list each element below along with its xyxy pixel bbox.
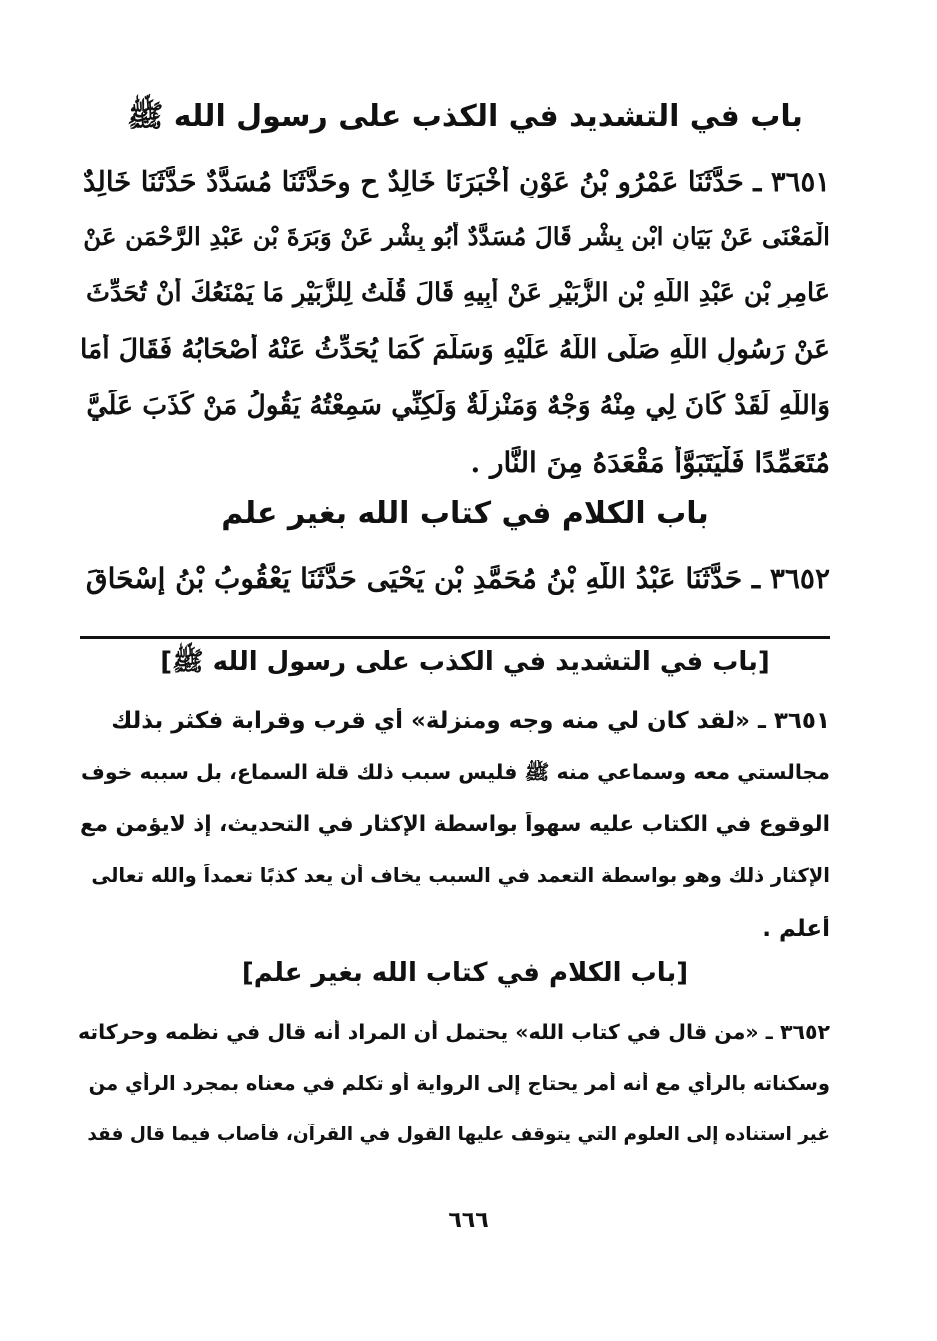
matn-line: ٣٦٥٢ ـ حَدَّثَنَا عَبْدُ اللَّهِ بْنُ مُحَمَّدِ بْنِ يَحْيَى حَدَّثَنَا يَعْقُوبُ بْنُ إِسْحَاقَ [85,562,830,595]
commentary-line: غير استناده إلى العلوم التي يتوقف عليها القول في القرآن، فأصاب فيما قال فقد [87,1124,830,1145]
page-number: ٦٦٦ [448,1208,489,1233]
commentary-line: الإكثار ذلك وهو بواسطة التعمد في السبب يخاف أن يعد كذبًا تعمداً والله تعالى [91,864,830,887]
divider-rule [80,636,830,639]
commentary-heading-1: [باب في التشديد في الكذب على رسول الله ﷺ] [160,647,770,677]
commentary-line: وسكناته بالرأي مع أنه أمر يحتاج إلى الرواية أو تكلم في معناه بمجرد الرأي من [88,1072,830,1095]
matn-heading-2: باب الكلام في كتاب الله بغير علم [221,496,709,531]
commentary-line: الوقوع في الكتاب عليه سهواً بواسطة الإكثار في التحديث، إذ لايؤمن مع [80,812,830,837]
commentary-line: ٣٦٥٢ ـ «من قال في كتاب الله» يحتمل أن المراد أنه قال في نظمه وحركاته [78,1020,830,1044]
matn-line: وَاللَّهِ لَقَدْ كَانَ لِي مِنْهُ وَجْهٌ وَمَنْزِلَةٌ وَلَكِنِّي سَمِعْتُهُ يَقُولُ مَنْ كَذَبَ عَلَيَّ [86,390,830,421]
matn-line: مُتَعَمِّدًا فَلْيَتَبَوَّأْ مَقْعَدَهُ مِنَ النَّارِ . [470,446,830,479]
commentary-heading-2: [باب الكلام في كتاب الله بغير علم] [241,958,689,988]
commentary-line: مجالستي معه وسماعي منه ﷺ فليس سبب ذلك قلة السماع، بل سببه خوف [81,760,830,784]
matn-line: عَنْ رَسُولِ اللَّهِ صَلَّى اللَّهُ عَلَيْهِ وَسَلَّمَ كَمَا يُحَدِّثُ عَنْهُ أَصْحَابُهُ فَقَالَ أَمَا [79,334,830,365]
matn-line: ٣٦٥١ ـ حَدَّثَنَا عَمْرُو بْنُ عَوْنٍ أَخْبَرَنَا خَالِدٌ ح وحَدَّثَنَا مُسَدَّدٌ حَدَّثَنَا خَالِدٌ [83,166,830,198]
commentary-line: ٣٦٥١ ـ «لقد كان لي منه وجه ومنزلة» أي قرب وقرابة فكثر بذلك [111,708,830,734]
matn-line: عَامِرِ بْنِ عَبْدِ اللَّهِ بْنِ الزُّبَيْرِ عَنْ أَبِيهِ قَالَ قُلْتُ لِلزُّبَيْرِ مَا يَمْنَعُكَ أَنْ تُحَدِّثَ [85,278,830,308]
commentary-line: أعلم . [762,916,830,942]
matn-heading-1: باب في التشديد في الكذب على رسول الله ﷺ [127,99,803,134]
matn-line: الْمَعْنَى عَنْ بَيَانٍ ابْنِ بِشْرٍ قَالَ مُسَدَّدٌ أَبُو بِشْرٍ عَنْ وَبَرَةَ بْنِ عَبْدِ الرَّحْمَنِ عَنْ [83,222,830,251]
